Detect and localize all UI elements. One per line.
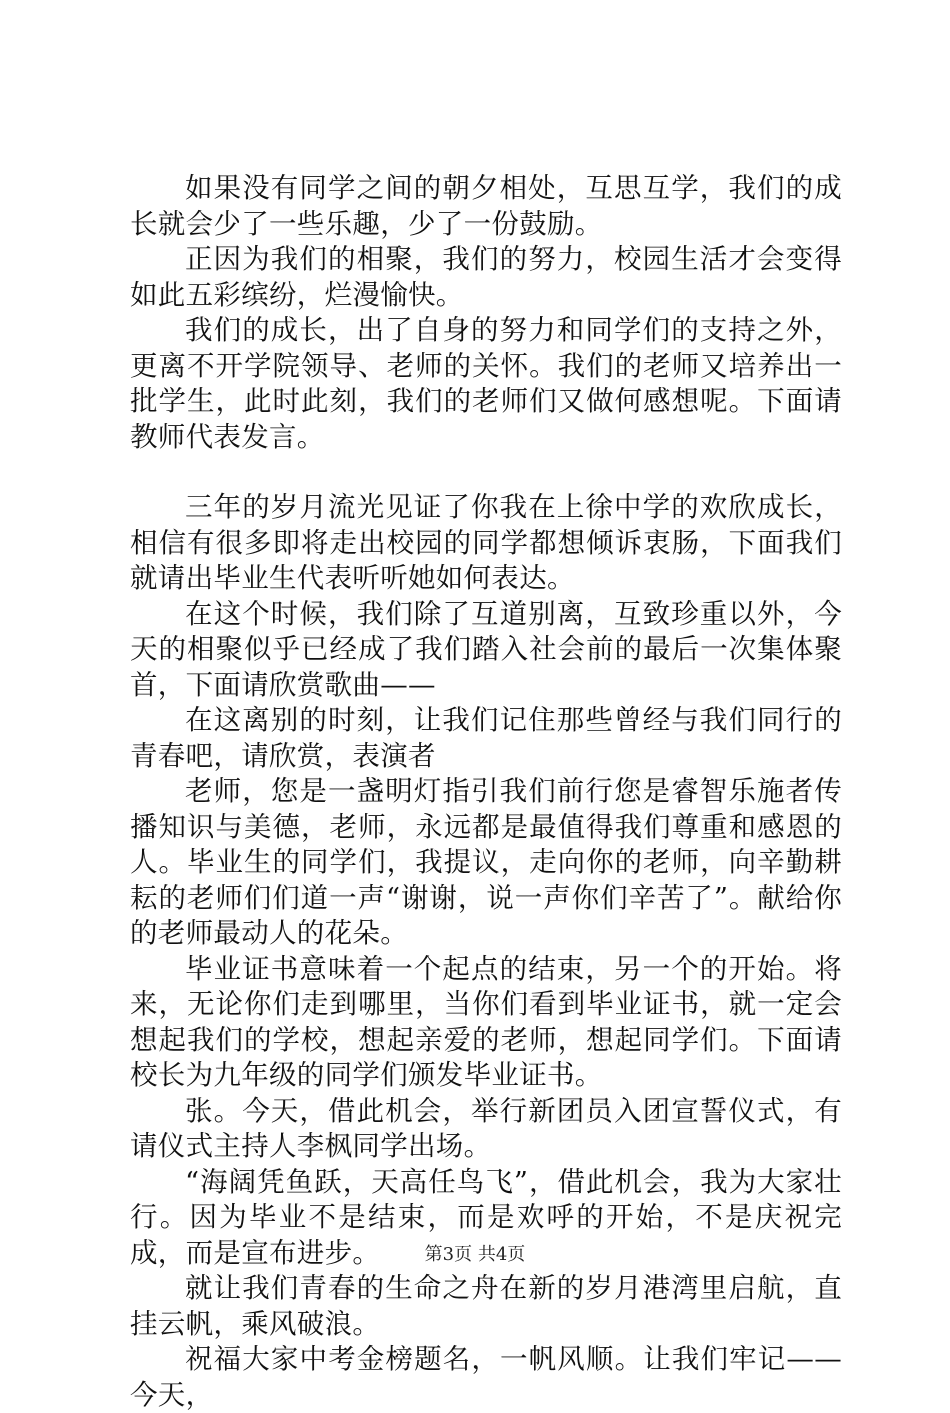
document-body (130, 171, 842, 1413)
paragraph: 我们的成长，出了自身的努力和同学们的支持之外，更离不开学院领导、老师的关怀。我们的老师又培养出一批学生，此时此刻，我们的老师们又做何感想呢。下面请教师代表发言。 (130, 314, 842, 453)
paragraph-gap (130, 455, 842, 490)
paragraph: 如果没有同学之间的朝夕相处，互思互学，我们的成长就会少了一些乐趣，少了一份鼓励。 (130, 172, 842, 240)
paragraph: “海阔凭鱼跃，天高任鸟飞”，借此机会，我为大家壮行。因为毕业不是结束，而是欢呼的开始，不是庆祝完成，而是宣布进步。 (130, 1165, 842, 1269)
paragraph: 老师，您是一盏明灯指引我们前行您是睿智乐施者传播知识与美德，老师，永远都是最值得我们尊重和感恩的人。毕业生的同学们，我提议，走向你的老师，向辛勤耕耘的老师们们道一声“谢谢，说一声你们辛苦了”。献给你的老师最动人的花朵。 (130, 775, 842, 949)
paragraph: 张。今天，借此机会，举行新团员入团宣誓仪式，有请仪式主持人李枫同学出场。 (130, 1094, 842, 1162)
page-number: 第3页 共4页 (424, 1244, 526, 1265)
paragraph: 就让我们青春的生命之舟在新的岁月港湾里启航，直挂云帆，乘风破浪。 (130, 1272, 842, 1340)
paragraph: 祝福大家中考金榜题名，一帆风顺。让我们牢记——今天， (130, 1343, 842, 1411)
paragraph: 在这离别的时刻，让我们记住那些曾经与我们同行的青春吧，请欣赏，表演者 (130, 704, 842, 772)
paragraph: 三年的岁月流光见证了你我在上徐中学的欢欣成长，相信有很多即将走出校园的同学都想倾诉衷肠，下面我们就请出毕业生代表听听她如何表达。 (130, 491, 842, 594)
paragraph: 在这个时候，我们除了互道别离，互致珍重以外，今天的相聚似乎已经成了我们踏入社会前的最后一次集体聚首，下面请欣赏歌曲—— (130, 597, 842, 701)
page-footer (0, 1240, 950, 1266)
paragraph: 毕业证书意味着一个起点的结束，另一个的开始。将来，无论你们走到哪里，当你们看到毕业证书，就一定会想起我们的学校，想起亲爱的老师，想起同学们。下面请校长为九年级的同学们颁发毕业证书。 (130, 952, 842, 1091)
paragraph: 正因为我们的相聚，我们的努力，校园生活才会变得如此五彩缤纷，烂漫愉快。 (130, 243, 842, 311)
